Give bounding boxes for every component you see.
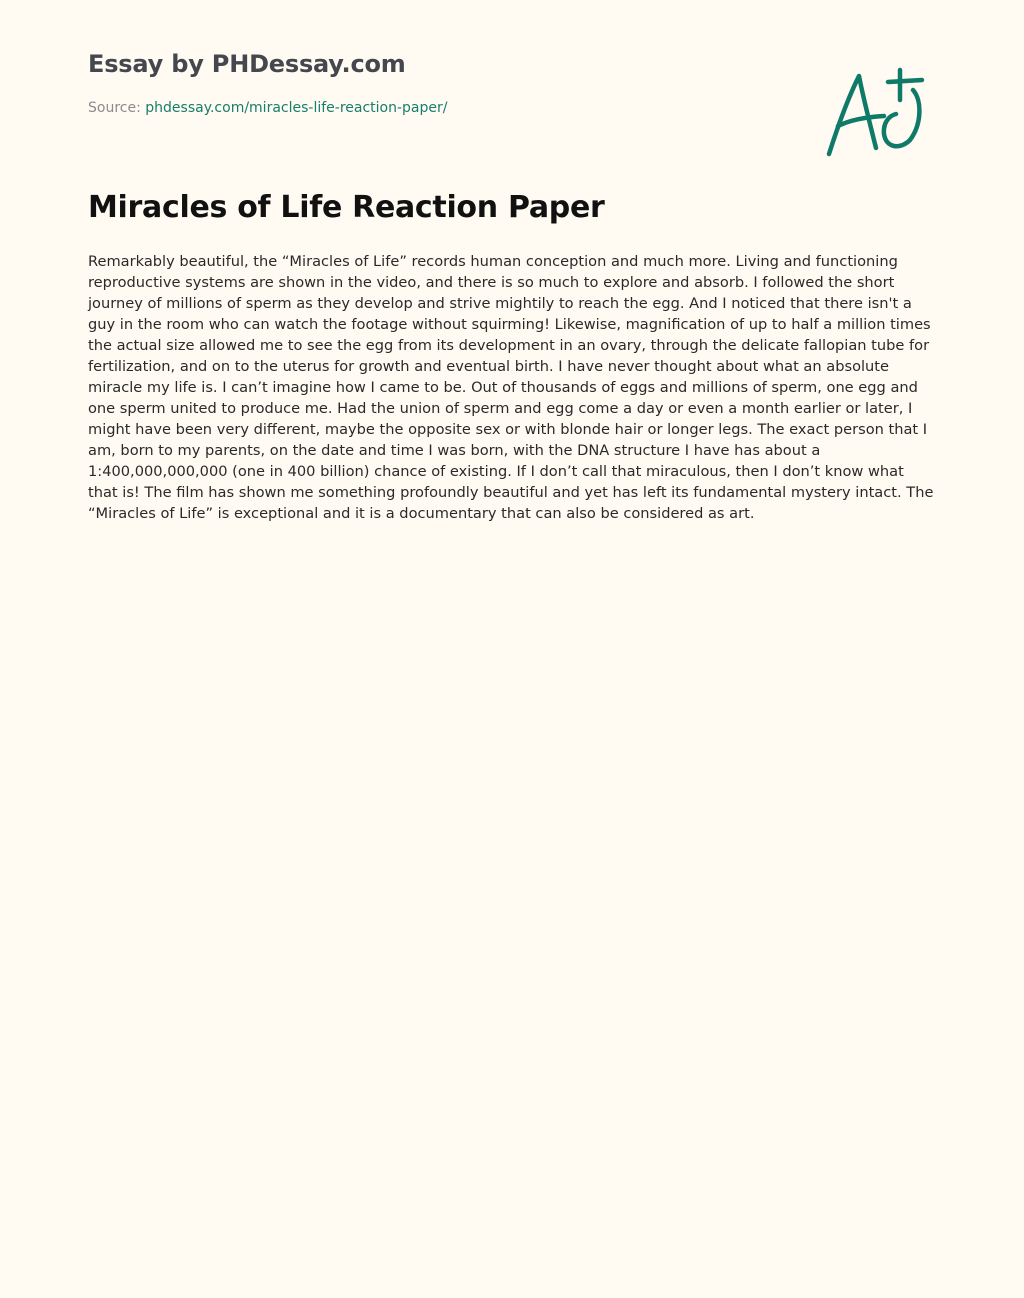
- source-link[interactable]: phdessay.com/miracles-life-reaction-paper/: [145, 100, 448, 116]
- a-plus-logo-icon: [818, 62, 930, 162]
- essay-body: Remarkably beautiful, the “Miracles of Life” records human conception and much more. Living and functioning reproductive systems are shown in the video, and there is so much to explore and absorb. I followed the short journey of millions of sperm as they develop and strive mightily to reach the egg. And I noticed that there isn't a guy in the room who can watch the footage without squirming! Likewise, magnification of up to half a million times the actual size allowed me to see the egg from its development in an ovary, through the delicate fallopian tube for fertilization, and on to the uterus for growth and eventual birth. I have never thought about what an absolute miracle my life is. I can’t imagine how I came to be. Out of thousands of eggs and millions of sperm, one egg and one sperm united to produce me. Had the union of sperm and egg come a day or even a month earlier or later, I might have been very different, maybe the opposite sex or with blonde hair or longer legs. The exact person that I am, born to my parents, on the date and time I was born, with the DNA structure I have has about a 1:400,000,000,000 (one in 400 billion) chance of existing. If I don’t call that miraculous, then I don’t know what that is! The film has shown me something profoundly beautiful and yet has left its fundamental mystery intact. The “Miracles of Life” is exceptional and it is a documentary that can also be considered as art.: [88, 253, 934, 522]
- source-label: Source:: [88, 100, 146, 116]
- site-title: Essay by PHDessay.com: [88, 50, 406, 78]
- source-line: [88, 100, 447, 116]
- essay-title: Miracles of Life Reaction Paper: [88, 190, 605, 225]
